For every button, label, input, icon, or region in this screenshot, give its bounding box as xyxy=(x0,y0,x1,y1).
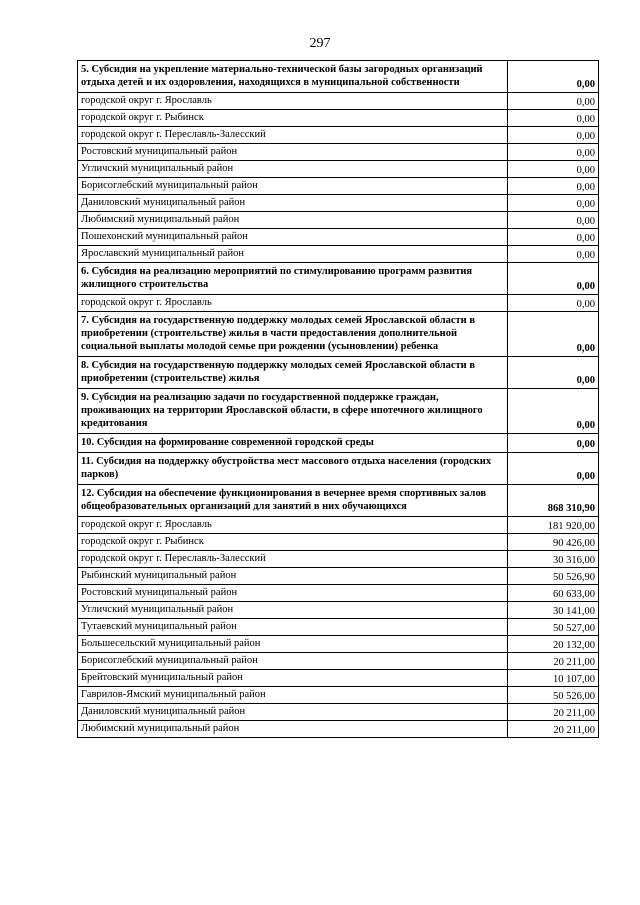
section-row xyxy=(78,312,599,357)
recipient-name: Тутаевский муниципальный район xyxy=(78,619,508,636)
section-title: 8. Субсидия на государственную поддержку молодых семей Ярославской области в приобретении (строительстве) жилья xyxy=(78,357,508,389)
amount-cell: 0,00 xyxy=(508,93,599,110)
table-row xyxy=(78,246,599,263)
amount-cell: 50 527,00 xyxy=(508,619,599,636)
table-row xyxy=(78,687,599,704)
amount-cell: 0,00 xyxy=(508,295,599,312)
section-total: 0,00 xyxy=(508,357,599,389)
recipient-name: городской округ г. Рыбинск xyxy=(78,110,508,127)
recipient-name: Ростовский муниципальный район xyxy=(78,144,508,161)
amount-cell: 50 526,00 xyxy=(508,687,599,704)
section-row xyxy=(78,357,599,389)
recipient-name: Пошехонский муниципальный район xyxy=(78,229,508,246)
section-title: 5. Субсидия на укрепление материально-технической базы загородных организаций отдыха детей и их оздоровления, находящихся в муниципальной собственности xyxy=(78,61,508,93)
recipient-name: городской округ г. Ярославль xyxy=(78,93,508,110)
section-total: 0,00 xyxy=(508,434,599,453)
recipient-name: городской округ г. Переславль-Залесский xyxy=(78,127,508,144)
amount-cell: 30 316,00 xyxy=(508,551,599,568)
table-row xyxy=(78,144,599,161)
section-total: 0,00 xyxy=(508,263,599,295)
amount-cell: 10 107,00 xyxy=(508,670,599,687)
recipient-name: Ростовский муниципальный район xyxy=(78,585,508,602)
amount-cell: 0,00 xyxy=(508,178,599,195)
amount-cell: 90 426,00 xyxy=(508,534,599,551)
recipient-name: городской округ г. Ярославль xyxy=(78,295,508,312)
amount-cell: 20 211,00 xyxy=(508,653,599,670)
table-row xyxy=(78,704,599,721)
section-row xyxy=(78,485,599,517)
recipient-name: Брейтовский муниципальный район xyxy=(78,670,508,687)
section-row xyxy=(78,434,599,453)
section-row xyxy=(78,389,599,434)
table-row xyxy=(78,517,599,534)
recipient-name: Любимский муниципальный район xyxy=(78,212,508,229)
amount-cell: 60 633,00 xyxy=(508,585,599,602)
subsidy-table-body xyxy=(78,61,599,738)
section-row xyxy=(78,263,599,295)
section-title: 11. Субсидия на поддержку обустройства мест массового отдыха населения (городских парков) xyxy=(78,453,508,485)
recipient-name: Гаврилов-Ямский муниципальный район xyxy=(78,687,508,704)
amount-cell: 0,00 xyxy=(508,127,599,144)
table-row xyxy=(78,721,599,738)
recipient-name: Любимский муниципальный район xyxy=(78,721,508,738)
amount-cell: 0,00 xyxy=(508,144,599,161)
recipient-name: Большесельский муниципальный район xyxy=(78,636,508,653)
table-row xyxy=(78,110,599,127)
table-row xyxy=(78,127,599,144)
amount-cell: 20 211,00 xyxy=(508,721,599,738)
page-number: 297 xyxy=(309,36,331,51)
section-title: 10. Субсидия на формирование современной городской среды xyxy=(78,434,508,453)
section-total: 0,00 xyxy=(508,389,599,434)
section-total: 0,00 xyxy=(508,453,599,485)
section-total: 868 310,90 xyxy=(508,485,599,517)
table-row xyxy=(78,636,599,653)
section-row xyxy=(78,61,599,93)
recipient-name: Борисоглебский муниципальный район xyxy=(78,178,508,195)
table-row xyxy=(78,653,599,670)
section-total: 0,00 xyxy=(508,61,599,93)
section-title: 7. Субсидия на государственную поддержку молодых семей Ярославской области в приобретении (строительстве) жилья в части предоставления дополнительной социальной выплаты молодой семье при рождении (усыновлении) ребенка xyxy=(78,312,508,357)
table-row xyxy=(78,93,599,110)
amount-cell: 30 141,00 xyxy=(508,602,599,619)
recipient-name: Угличский муниципальный район xyxy=(78,602,508,619)
recipient-name: Рыбинский муниципальный район xyxy=(78,568,508,585)
recipient-name: Даниловский муниципальный район xyxy=(78,704,508,721)
subsidy-table xyxy=(77,60,599,738)
table-row xyxy=(78,534,599,551)
table-row xyxy=(78,602,599,619)
amount-cell: 0,00 xyxy=(508,161,599,178)
table-row xyxy=(78,212,599,229)
table-row xyxy=(78,178,599,195)
amount-cell: 181 920,00 xyxy=(508,517,599,534)
amount-cell: 0,00 xyxy=(508,212,599,229)
amount-cell: 0,00 xyxy=(508,246,599,263)
table-row xyxy=(78,670,599,687)
amount-cell: 0,00 xyxy=(508,195,599,212)
table-row xyxy=(78,195,599,212)
recipient-name: Ярославский муниципальный район xyxy=(78,246,508,263)
amount-cell: 20 132,00 xyxy=(508,636,599,653)
table-row xyxy=(78,568,599,585)
table-row xyxy=(78,161,599,178)
table-row xyxy=(78,551,599,568)
table-row xyxy=(78,585,599,602)
section-title: 6. Субсидия на реализацию мероприятий по стимулированию программ развития жилищного строительства xyxy=(78,263,508,295)
section-total: 0,00 xyxy=(508,312,599,357)
section-title: 9. Субсидия на реализацию задачи по государственной поддержке граждан, проживающих на территории Ярославской области, в сфере ипотечного жилищного кредитования xyxy=(78,389,508,434)
recipient-name: городской округ г. Рыбинск xyxy=(78,534,508,551)
table-row xyxy=(78,295,599,312)
recipient-name: городской округ г. Переславль-Залесский xyxy=(78,551,508,568)
section-row xyxy=(78,453,599,485)
amount-cell: 0,00 xyxy=(508,110,599,127)
section-title: 12. Субсидия на обеспечение функционирования в вечернее время спортивных залов общеобразовательных организаций для занятий в них обучающихся xyxy=(78,485,508,517)
table-row xyxy=(78,229,599,246)
amount-cell: 20 211,00 xyxy=(508,704,599,721)
recipient-name: Борисоглебский муниципальный район xyxy=(78,653,508,670)
amount-cell: 50 526,90 xyxy=(508,568,599,585)
recipient-name: Угличский муниципальный район xyxy=(78,161,508,178)
amount-cell: 0,00 xyxy=(508,229,599,246)
recipient-name: городской округ г. Ярославль xyxy=(78,517,508,534)
table-row xyxy=(78,619,599,636)
recipient-name: Даниловский муниципальный район xyxy=(78,195,508,212)
